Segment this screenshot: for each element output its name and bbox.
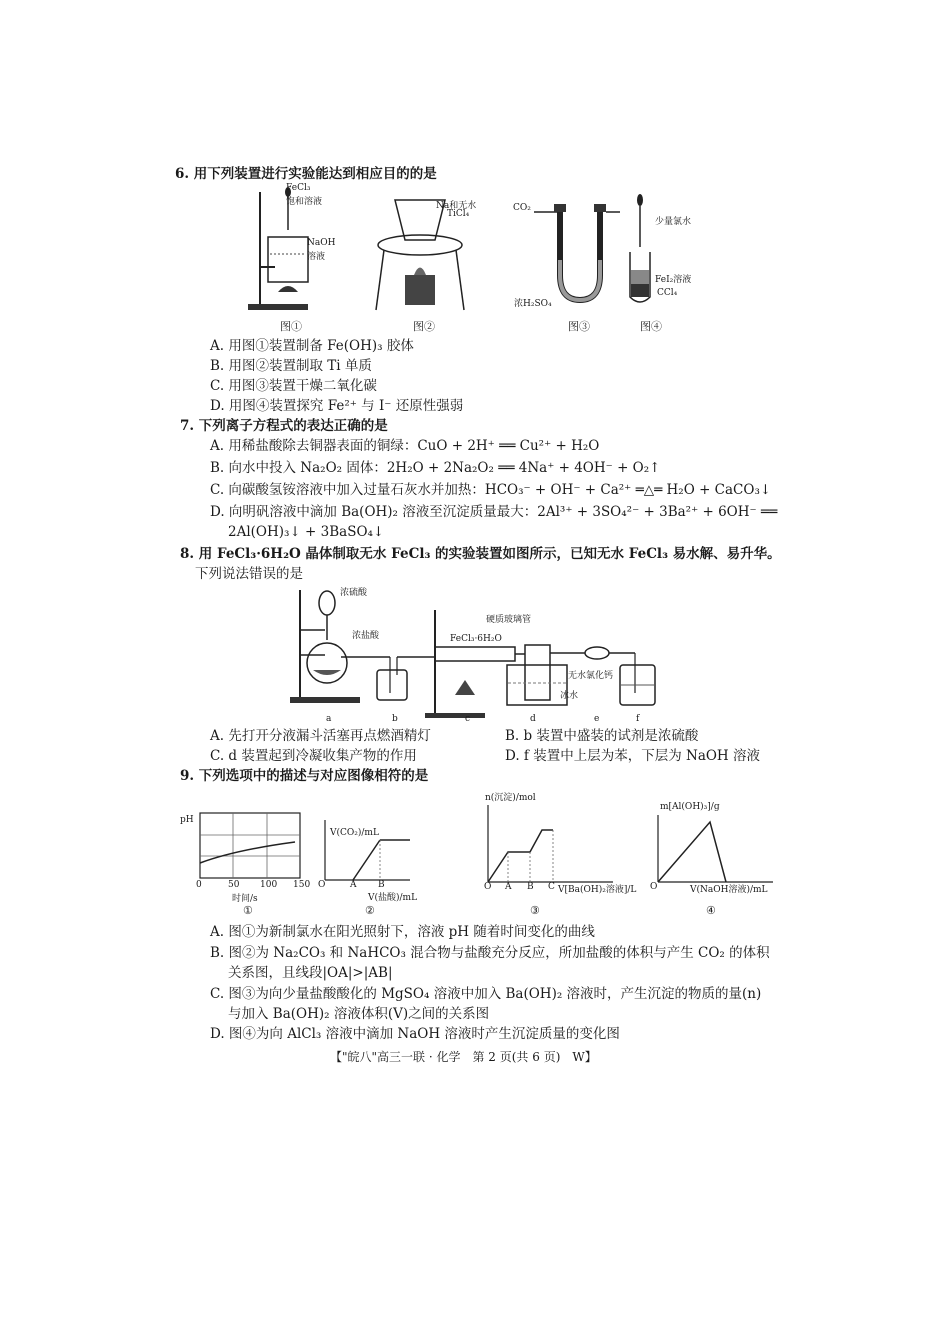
- q7-option-b: B. 向水中投入 Na₂O₂ 固体：2H₂O + 2Na₂O₂ ══ 4Na⁺ + 4OH⁻ + O₂↑: [210, 460, 661, 476]
- fig1-label-mid2: 溶液: [307, 252, 326, 262]
- q9-graph-4: [648, 810, 778, 890]
- q8-option-a: A. 先打开分液漏斗活塞再点燃酒精灯: [210, 728, 431, 744]
- g3-caption: ③: [530, 904, 540, 917]
- g3-ylabel: n(沉淀)/mol: [485, 793, 536, 803]
- g1-tick-100: 100: [260, 880, 278, 890]
- q6-option-b: B. 用图②装置制取 Ti 单质: [210, 358, 372, 374]
- q8-option-d: D. f 装置中上层为苯，下层为 NaOH 溶液: [505, 748, 760, 764]
- q8-label-hcl: 浓盐酸: [352, 631, 380, 641]
- g4-xlabel: V(NaOH溶液)/mL: [690, 885, 768, 895]
- fig2-label-top2: TiCl₄: [447, 209, 470, 219]
- q7-option-a: A. 用稀盐酸除去铜器表面的铜绿：CuO + 2H⁺ ══ Cu²⁺ + H₂O: [210, 438, 600, 454]
- g4-tick-o: O: [650, 882, 658, 892]
- g2-tick-a: A: [350, 880, 357, 890]
- fig1-caption: 图①: [280, 320, 302, 333]
- q9-graph-1: [185, 808, 315, 888]
- q9-graph-2: [315, 815, 415, 890]
- q6-stem: 6. 用下列装置进行实验能达到相应目的的是: [175, 166, 437, 182]
- fig2-caption: 图②: [413, 320, 435, 333]
- q6-option-a: A. 用图①装置制备 Fe(OH)₃ 胶体: [210, 338, 414, 354]
- fig1-label-mid: NaOH: [307, 238, 336, 248]
- q8-letter-b: b: [392, 714, 398, 724]
- q8-letter-f: f: [636, 714, 640, 724]
- q8-label-acid: 浓硫酸: [340, 588, 368, 598]
- g4-caption: ④: [706, 904, 716, 917]
- fig4-caption: 图④: [640, 320, 662, 333]
- g3-tick-c: C: [548, 882, 555, 892]
- g2-tick-o: O: [318, 880, 326, 890]
- q7-stem: 7. 下列离子方程式的表达正确的是: [180, 418, 388, 434]
- fig2-label-top: Na和无水: [436, 201, 477, 211]
- fig1-label-top2: 饱和溶液: [286, 197, 323, 207]
- q9-stem: 9. 下列选项中的描述与对应图像相符的是: [180, 768, 429, 784]
- g2-ylabel: V(CO₂)/mL: [330, 828, 379, 838]
- q8-letter-e: e: [594, 714, 600, 724]
- q8-letter-d: d: [530, 714, 536, 724]
- q8-stem-2: 下列说法错误的是: [195, 566, 303, 582]
- g1-caption: ①: [243, 904, 253, 917]
- fig4-label-a: 少量氯水: [655, 217, 692, 227]
- g4-ylabel: m[Al(OH)₃]/g: [660, 802, 720, 812]
- g3-tick-a: A: [505, 882, 512, 892]
- fig3-label-gas: CO₂: [513, 203, 531, 213]
- page-footer: 【"皖八"高三一联 · 化学 第 2 页(共 6 页) W】: [330, 1050, 597, 1064]
- q8-letter-a: a: [326, 714, 332, 724]
- g3-xlabel: V[Ba(OH)₂溶液]/L: [558, 885, 637, 895]
- fig3-label-acid: 浓H₂SO₄: [514, 299, 552, 309]
- q7-option-d: D. 向明矾溶液中滴加 Ba(OH)₂ 溶液至沉淀质量最大：2Al³⁺ + 3SO₄²⁻ + 3Ba²⁺ + 6OH⁻ ══: [210, 504, 778, 520]
- q8-letter-c: c: [465, 714, 471, 724]
- q6-figure-4: [620, 192, 660, 310]
- g1-tick-150: 150: [293, 880, 311, 890]
- q8-label-cacl2: 无水氯化钙: [568, 671, 614, 681]
- q8-label-ice: 冰水: [560, 691, 579, 701]
- q9-option-b-cont: 关系图，且线段|OA|>|AB|: [228, 965, 393, 981]
- q7-option-c: C. 向碳酸氢铵溶液中加入过量石灰水并加热：HCO₃⁻ + OH⁻ + Ca²⁺ ═△═ H₂O + CaCO₃↓: [210, 482, 772, 498]
- fig4-label-b: FeI₂溶液: [655, 275, 692, 285]
- g1-tick-0: 0: [196, 880, 202, 890]
- g1-ylabel: pH: [180, 815, 194, 825]
- q9-option-c: C. 图③为向少量盐酸酸化的 MgSO₄ 溶液中加入 Ba(OH)₂ 溶液时，产生沉淀的物质的量(n): [210, 986, 762, 1002]
- q8-option-c: C. d 装置起到冷凝收集产物的作用: [210, 748, 417, 764]
- q8-label-fecl3: FeCl₃·6H₂O: [450, 634, 502, 644]
- q9-option-b: B. 图②为 Na₂CO₃ 和 NaHCO₃ 混合物与盐酸充分反应，所加盐酸的体积与产生 CO₂ 的体积: [210, 945, 770, 961]
- q8-apparatus: [285, 585, 680, 725]
- q9-option-a: A. 图①为新制氯水在阳光照射下，溶液 pH 随着时间变化的曲线: [210, 924, 595, 940]
- q7-option-d-cont: 2Al(OH)₃↓ + 3BaSO₄↓: [228, 524, 385, 540]
- q9-option-c-cont: 与加入 Ba(OH)₂ 溶液体积(V)之间的关系图: [228, 1006, 490, 1022]
- fig4-label-c: CCl₄: [657, 288, 678, 298]
- g3-tick-b: B: [527, 882, 534, 892]
- g2-caption: ②: [365, 904, 375, 917]
- q9-option-d: D. 图④为向 AlCl₃ 溶液中滴加 NaOH 溶液时产生沉淀质量的变化图: [210, 1026, 620, 1042]
- q9-graph-3: [478, 800, 618, 890]
- q8-option-b: B. b 装置中盛装的试剂是浓硫酸: [505, 728, 699, 744]
- g1-xlabel: 时间/s: [232, 894, 258, 904]
- g2-tick-b: B: [378, 880, 385, 890]
- g1-tick-50: 50: [228, 880, 240, 890]
- fig3-caption: 图③: [568, 320, 590, 333]
- q8-label-tube: 硬质玻璃管: [486, 615, 532, 625]
- q8-stem: 8. 用 FeCl₃·6H₂O 晶体制取无水 FeCl₃ 的实验装置如图所示，已知无水 FeCl₃ 易水解、易升华。: [180, 546, 781, 562]
- q6-option-c: C. 用图③装置干燥二氧化碳: [210, 378, 377, 394]
- g3-tick-o: O: [484, 882, 492, 892]
- fig1-label-top: FeCl₃: [286, 183, 311, 193]
- g2-xlabel: V(盐酸)/mL: [368, 893, 418, 903]
- q6-option-d: D. 用图④装置探究 Fe²⁺ 与 I⁻ 还原性强弱: [210, 398, 464, 414]
